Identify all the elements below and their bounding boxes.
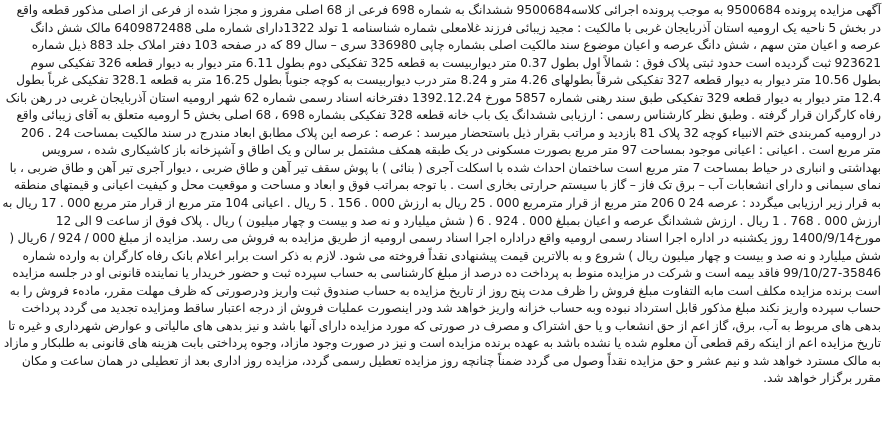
auction-notice-text: آگهی مزایده پرونده 9500684 به موجب پرونده اجرائی کلاسه9500684 ششدانگ به شماره 698 فرعی از 68 اصلی مفروز و مجزا شده از فرعی از اصلی مذکور قطعه واقع در بخش 5 ناحیه یک ارومیه استان آذربایجان غربی با مالکیت : مجید زیبائی فرزند غلامعلی شماره شناسنامه 1 تولد 1322دارای شماره ملی 6409872488 مالک شش دانگ عرصه و اعیان متن سهم ، شش دانگ عرصه و اعیان موضوع سند مالکیت اصلی بشماره چاپی 336980 سری – سال 89 که در صفحه 103 دفتر املاک جلد 883 ذیل شماره 923621 ثبت گردیده است حدود ثبتی پلاک فوق : شمالاً اول بطول 0.37 متر دیواربیست به قطعه 325 تفکیکی دوم بطول 6.11 متر دیوار به دیوار قطعه 326 تفکیکی سوم بطول 10.56 متر دیوار به دیوار قطعه 327 تفکیکی شرقاً بطولهای 4.26 متر و 8.24 متر درب دیواربیست به کوچه جنوباً بطول 16.25 متر به قطعه 328.1 تفکیکی غرباً بطول 12.4 متر دیوار به دیوار قطعه 329 تفکیکی طبق سند رهنی شماره 5857 مورخ 1392.12.24 دفترخانه اسناد رسمی شماره 62 شهر ارومیه استان آذربایجان غربی در رهن بانک رفاه کارگران قرار گرفته . وطبق نظر کارشناس رسمی : ارزیابی ششدانگ یک باب خانه قطعه 328 تفکیکی بشماره 698 ، 68 اصلی بخش 5 ارومیه متعلق به آقای زیبائی واقع در ارومیه کمربندی ختم الانبیاء کوچه 32 پلاک 81 بازدید و مراتب بقرار ذیل باستحضار میرسد : عرصه : عرصه این پلاک مطابق ابعاد مندرج در سند مالکیت بمساحت 24 . 206 متر مربع است . اعیانی : اعیانی موجود بمساحت 97 متر مربع بصورت مسکونی در یک طبقه همکف مشتمل بر سالن و یک اطاق و آشپزخانه باز کاشیکاری شده ، سرویس بهداشتی و انباری در حیاط بمساحت 7 متر مربع است ساختمان احداث شده با اسکلت آجری ( بنائی ) با پوش سقف تیر آهن و طاق ضربی ، دیوار آجری تیر آهن و طاق ضربی ، با نمای سیمانی و دارای انشعابات آب – برق تک فاز – گاز با سیستم حرارتی بخاری است . با توجه بمراتب فوق و ابعاد و مساحت و موقعیت محل و کیفیت اعیانی و قیمتهای منطقه به قرار زیر ارزیابی میگردد : عرصه 24 0 206 متر مربع از قرار مترمربع 000 . 25 ریال به ارزش 000 . 156 . 5 ریال . اعیانی 104 متر مربع از قرار متر مربع 000 . 17 ریال به ارزش 000 . 768 . 1 ریال . ارزش ششدانگ عرصه و اعیان بمبلغ 000 . 924 . 6 ( شش میلیارد و نه صد و بیست و چهار میلیون ) ریال . پلاک فوق از ساعت 9 الی 12 مورخ1400/9/14 روز یکشنبه در اداره اجرا اسناد رسمی ارومیه واقع دراداره اجرا اسناد رسمی ارومیه از طریق مزایده به فروش می رسد. مزایده از مبلغ 000 / 924 / 6ریال ( شش میلیارد و نه صد و بیست و چهار میلیون ریال ) شروع و به بالاترین قیمت پیشنهادی نقداً فروخته می شود. لازم به ذکر است برابر اعلام بانک رفاه کارگران به وارده شماره 35846-99/10/27 فاقد بیمه است و شرکت در مزایده منوط به پرداخت ده درصد از مبلغ کارشناسی به حساب سپرده ثبت و حضور خریدار یا نماینده قانونی او در جلسه مزایده است برنده مزایده مکلف است مابه التفاوت مبلغ فروش را ظرف مدت پنج روز از تاریخ مزایده به حساب صندوق ثبت واریز ودرصورتی که ظرف مهلت مقرر، مادهء فروش را به حساب سپرده واریز نکند مبلغ مذکور قابل استرداد نبوده وبه حساب خزانه واریز خواهد شد ودر اینصورت عملیات فروش از درجه اعتبار ساقط ومزایده تجدید می گردد پرداخت بدهی های مربوط به آب، برق، گاز اعم از حق انشعاب و یا حق اشتراک و مصرف در صورتی که مورد مزایده دارای آنها باشد و نیز بدهی های مالیاتی و عوارض شهرداری و غیره تا تاریخ مزایده اعم از اینکه رقم قطعی آن معلوم شده یا نشده باشد به عهده برنده مزایده است و نیز در صورت وجود مازاد، وجوه پرداختی بابت هزینه های قانونی به طلبکار و مازاد به مالک مسترد خواهد شد و نیم عشر و حق مزایده نقداً وصول می گردد ضمناً چنانچه روز مزایده تعطیل رسمی گردد، مزایده روز اداری بعد از تعطیلی در همان ساعت و مکان مقرر برگزار خواهد شد. [2,3,881,386]
